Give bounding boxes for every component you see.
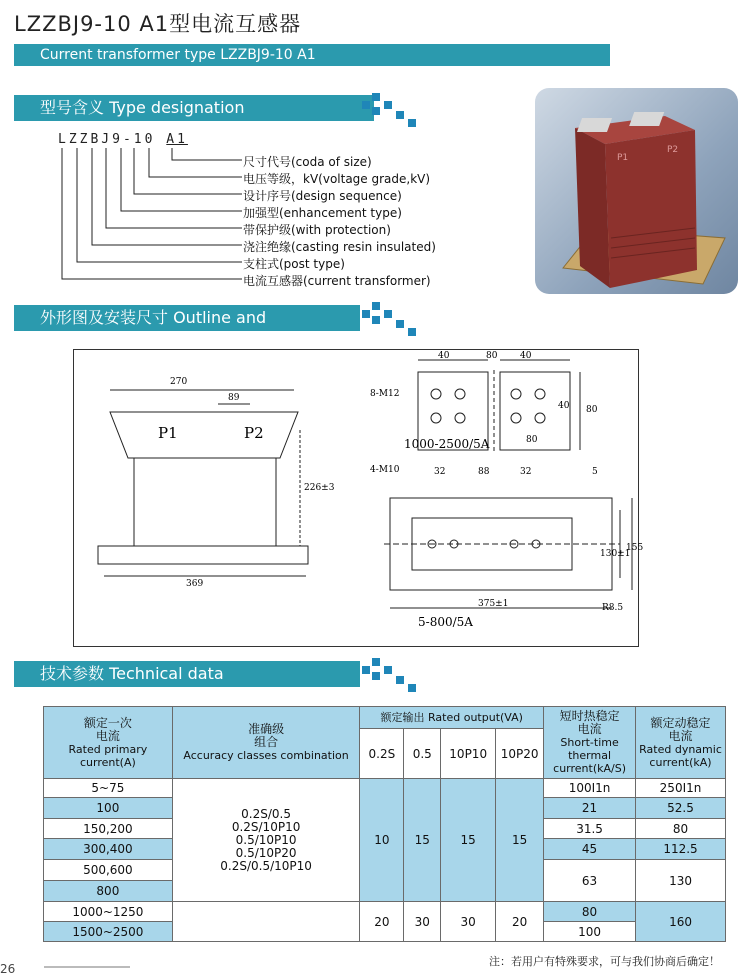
table-cell: 20 xyxy=(496,902,544,942)
header-out-col: 0.2S xyxy=(360,729,404,779)
header-thermal: 短时热稳定 电流 Short-time thermal current(kA/S) xyxy=(544,707,636,779)
dim-label: 88 xyxy=(478,467,490,477)
dim-label: 80 xyxy=(526,435,538,445)
table-cell: 80 xyxy=(636,819,726,839)
page-rule xyxy=(44,966,130,968)
designation-item: 尺寸代号(coda of size) xyxy=(243,155,372,169)
header-accuracy: 准确级 组合 Accuracy classes combination xyxy=(172,707,360,779)
designation-item: 加强型(enhancement type) xyxy=(243,206,402,220)
dim-label: 32 xyxy=(520,467,532,477)
table-cell: 15 xyxy=(441,779,496,902)
designation-item: 设计序号(design sequence) xyxy=(243,189,402,203)
product-photo xyxy=(535,88,738,294)
dim-label: 80 xyxy=(586,405,598,415)
header-output: 额定输出 Rated output(VA) xyxy=(360,707,544,729)
transformer-photo-icon xyxy=(535,88,738,294)
label-p1: P1 xyxy=(158,424,178,442)
table-cell: 63 xyxy=(544,860,636,902)
designation-item: 带保护级(with protection) xyxy=(243,223,391,237)
header-primary: 额定一次 电流 Rated primary current(A) xyxy=(44,707,173,779)
table-cell: 112.5 xyxy=(636,839,726,860)
designation-item: 浇注绝缘(casting resin insulated) xyxy=(243,240,436,254)
drawing-caption: 1000-2500/5A xyxy=(404,437,490,451)
table-cell: 30 xyxy=(404,902,441,942)
table-cell xyxy=(172,902,360,942)
table-cell: 300,400 xyxy=(44,839,173,860)
accuracy-cell: 0.2S/0.5 0.2S/10P10 0.5/10P10 0.5/10P20 0.2S/0.5/10P10 xyxy=(172,779,360,902)
dim-label: 80 xyxy=(486,351,498,361)
subtitle-bar: Current transformer type LZZBJ9-10 A1 xyxy=(14,44,610,66)
header-out-col: 10P10 xyxy=(441,729,496,779)
svg-text:P1: P1 xyxy=(617,153,629,163)
table-cell: 80 xyxy=(544,902,636,922)
table-cell: 15 xyxy=(496,779,544,902)
designation-item: 支柱式(post type) xyxy=(243,257,345,271)
section-deco-icon xyxy=(362,658,422,692)
dim-label: R8.5 xyxy=(602,603,624,613)
technical-data-table xyxy=(43,706,726,942)
dimension-drawing xyxy=(74,350,644,646)
label-p2: P2 xyxy=(244,424,264,442)
dim-label: 369 xyxy=(186,579,204,589)
dim-label: 8-M12 xyxy=(370,389,400,399)
table-cell: 31.5 xyxy=(544,819,636,839)
table-cell: 800 xyxy=(44,881,173,902)
table-cell: 160 xyxy=(636,902,726,942)
header-dynamic: 额定动稳定 电流 Rated dynamic current(kA) xyxy=(636,707,726,779)
dim-label: 89 xyxy=(228,393,240,403)
table-cell: 130 xyxy=(636,860,726,902)
section-outline: 外形图及安装尺寸 Outline and dimensions xyxy=(14,305,360,331)
section-deco-icon xyxy=(362,93,422,127)
header-out-col: 0.5 xyxy=(404,729,441,779)
svg-text:P2: P2 xyxy=(667,145,679,155)
table-cell: 100 xyxy=(44,798,173,819)
table-cell: 30 xyxy=(441,902,496,942)
outline-drawing xyxy=(73,349,644,647)
section-deco-icon xyxy=(362,302,422,336)
footer-note: 注：若用户有特殊要求，可与我们协商后确定！ xyxy=(489,955,720,968)
drawing-caption: 5-800/5A xyxy=(418,615,473,629)
dim-label: 130±1 xyxy=(600,549,631,559)
table-cell: 52.5 xyxy=(636,798,726,819)
designation-item: 电压等级，kV(voltage grade,kV) xyxy=(243,172,431,186)
page-title: LZZBJ9-10 A1型电流互感器 xyxy=(14,12,302,36)
dim-label: 4-M10 xyxy=(370,465,400,475)
section-designation: 型号含义 Type designation xyxy=(14,95,374,121)
table-cell: 20 xyxy=(360,902,404,942)
table-cell: 100 xyxy=(544,922,636,942)
dim-label: 40 xyxy=(438,351,450,361)
table-cell: 21 xyxy=(544,798,636,819)
table-cell: 10 xyxy=(360,779,404,902)
table-cell: 45 xyxy=(544,839,636,860)
table-cell: 1500~2500 xyxy=(44,922,173,942)
dim-label: 155 xyxy=(626,543,644,553)
table-cell: 250I1n xyxy=(636,779,726,798)
dim-label: 5 xyxy=(592,467,598,477)
dim-label: 375±1 xyxy=(478,599,509,609)
table-cell: 5~75 xyxy=(44,779,173,798)
table-cell: 500,600 xyxy=(44,860,173,881)
header-out-col: 10P20 xyxy=(496,729,544,779)
page-number: 26 xyxy=(0,962,16,976)
table-cell: 1000~1250 xyxy=(44,902,173,922)
dim-label: 226±3 xyxy=(304,483,335,493)
dim-label: 32 xyxy=(434,467,446,477)
dim-label: 270 xyxy=(170,377,188,387)
dim-label: 40 xyxy=(520,351,532,361)
table-cell: 100I1n xyxy=(544,779,636,798)
section-technical: 技术参数 Technical data xyxy=(14,661,360,687)
designation-code: LZZBJ9-10 A1 xyxy=(58,132,188,147)
dim-label: 40 xyxy=(558,401,570,411)
table-cell: 15 xyxy=(404,779,441,902)
designation-item: 电流互感器(current transformer) xyxy=(243,274,431,288)
table-cell: 150,200 xyxy=(44,819,173,839)
designation-leader-lines xyxy=(50,148,250,288)
